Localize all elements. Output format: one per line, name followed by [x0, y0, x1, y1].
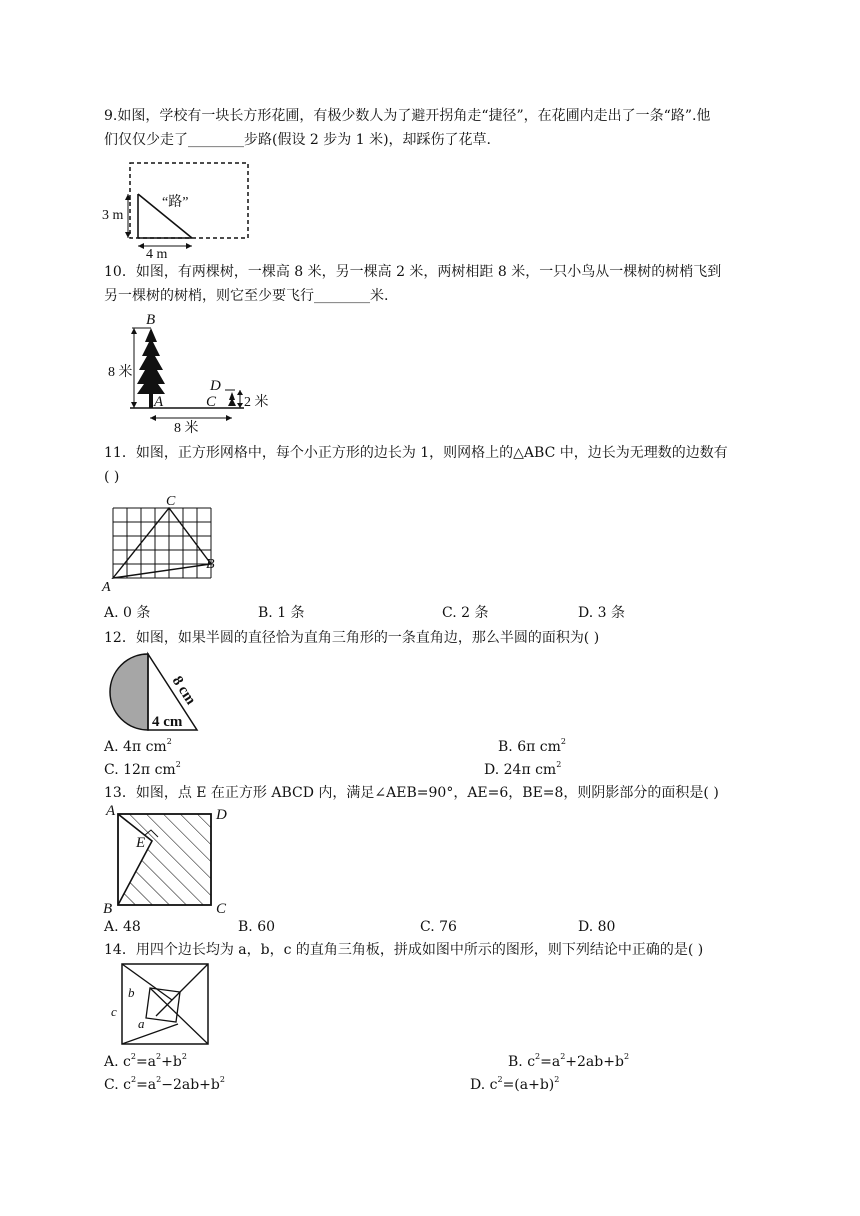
q12-option-c[interactable]: C. 12π $cm^2$	[104, 760, 181, 778]
q13-option-c[interactable]: C. 76	[420, 919, 457, 935]
q13-option-d[interactable]: D. 80	[578, 919, 616, 935]
q11-option-c[interactable]: C. 2 条	[442, 605, 489, 621]
point-B-label: B	[206, 557, 215, 572]
side-b-label: b	[128, 985, 135, 1000]
q11-option-a[interactable]: A. 0 条	[104, 605, 151, 621]
point-B-label: B	[146, 312, 156, 328]
semicircle-shaded	[110, 654, 148, 730]
q10-text-line1: 10．如图，有两棵树，一棵高 8 米，另一棵高 2 米，两树相距 8 米，一只小鸟从一棵树的树梢飞到	[104, 264, 722, 280]
side-c-label: c	[111, 1004, 117, 1019]
q14-option-a[interactable]: A. $c^2=a^2+b^2$	[104, 1052, 187, 1070]
q14-option-d[interactable]: D. $c^2=(a+b)^2$	[470, 1075, 560, 1093]
q11-text-line1: 11．如图，正方形网格中，每个小正方形的边长为 1，则网格上的△ABC 中，边长为无理数的边数有	[104, 445, 728, 461]
point-B-label: B	[103, 901, 113, 917]
point-D-label: D	[210, 378, 221, 394]
q12-option-b[interactable]: B. 6π $cm^2$	[498, 737, 566, 755]
q12-text-line1: 12．如图，如果半圆的直径恰为直角三角形的一条直角边，那么半圆的面积为( )	[104, 630, 600, 646]
height-label: 3 m	[102, 208, 124, 223]
point-A-label: A	[154, 394, 164, 410]
hypotenuse-label: 8 cm	[168, 673, 199, 708]
side-a-label: a	[138, 1016, 145, 1031]
q11-text-line2: ( )	[104, 469, 120, 485]
point-A-label: A	[106, 803, 116, 819]
q9-text-line2: 们仅仅少走了________步路(假设 2 步为 1 米)，却踩伤了花草.	[104, 132, 491, 148]
point-C-label: C	[206, 394, 217, 410]
tall-height-label: 8 米	[108, 365, 133, 380]
q10-text-line2: 另一棵树的树梢，则它至少要飞行________米.	[104, 288, 389, 304]
short-tree-icon	[228, 392, 236, 406]
q9-figure	[100, 160, 260, 260]
q13-option-b[interactable]: B. 60	[238, 919, 276, 935]
point-C-label: C	[166, 494, 176, 509]
point-C-label: C	[216, 901, 227, 917]
triangle-ABC	[113, 508, 211, 578]
q13-option-a[interactable]: A. 48	[104, 919, 141, 935]
q11-option-d[interactable]: D. 3 条	[578, 605, 625, 621]
point-D-label: D	[216, 807, 227, 823]
q11-option-b[interactable]: B. 1 条	[258, 605, 305, 621]
short-height-label: 2 米	[244, 395, 269, 410]
q9-text-line1: 9.如图，学校有一块长方形花圃，有极少数人为了避开拐角走“捷径”，在花圃内走出了一条“路”.他	[104, 108, 711, 124]
q12-option-d[interactable]: D. 24π $cm^2$	[484, 760, 562, 778]
four-right-triangles	[122, 964, 208, 1044]
q12-option-a[interactable]: A. 4π $cm^2$	[104, 737, 172, 755]
q13-figure	[100, 802, 240, 916]
q13-text-line1: 13．如图，点 E 在正方形 ABCD 内，满足∠AEB=90°，AE=6，BE=8，则阴影部分的面积是( )	[104, 785, 719, 801]
flowerbed-rect	[130, 163, 248, 238]
q14-option-b[interactable]: B. $c^2=a^2+2ab+b^2$	[508, 1052, 630, 1070]
q14-figure	[100, 960, 220, 1050]
q12-figure	[100, 650, 220, 736]
grid-lines	[113, 508, 211, 578]
q11-grid-figure	[100, 494, 230, 594]
shaded-region	[118, 814, 211, 905]
q10-figure	[104, 308, 274, 434]
path-label: “路”	[162, 195, 189, 210]
leg-label: 4 cm	[152, 714, 183, 730]
point-A-label: A	[102, 580, 111, 595]
q14-option-c[interactable]: C. $c^2=a^2-2ab+b^2$	[104, 1075, 225, 1093]
distance-label: 8 米	[174, 421, 199, 436]
q14-text-line1: 14．用四个边长均为 a，b，c 的直角三角板，拼成如图中所示的图形，则下列结论中正确的是( )	[104, 942, 704, 958]
point-E-label: E	[136, 835, 146, 851]
width-label: 4 m	[146, 247, 168, 262]
